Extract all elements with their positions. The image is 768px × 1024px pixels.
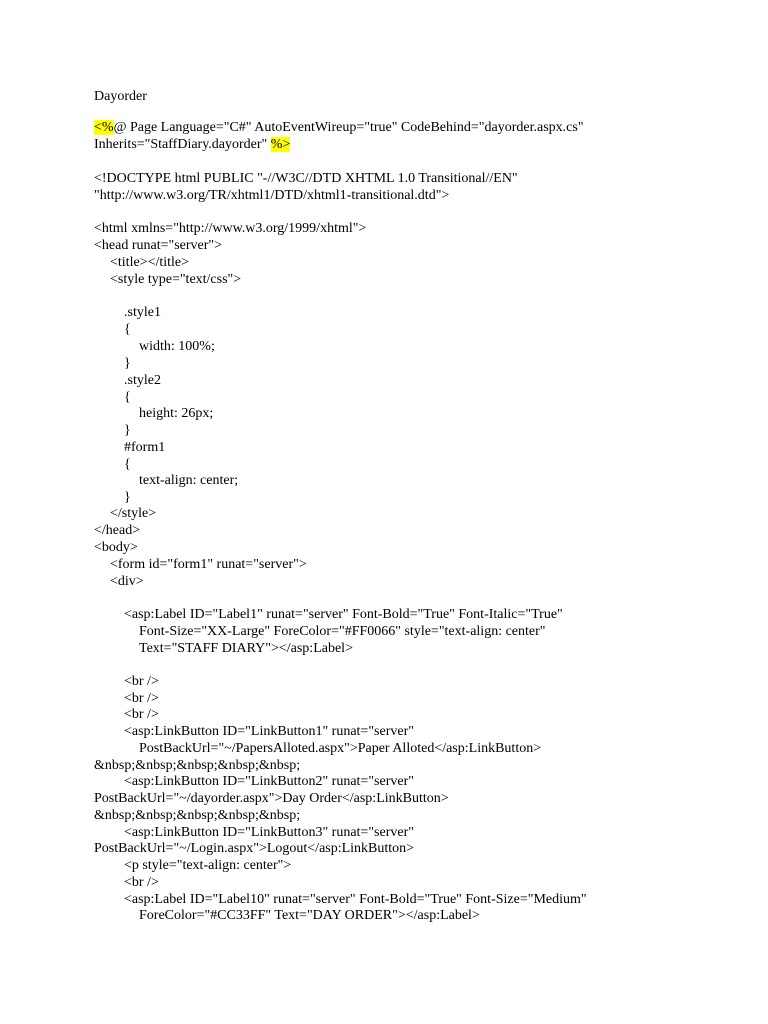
code-line: <div> (110, 574, 144, 589)
code-line: <br /> (124, 875, 159, 890)
code-line: <br /> (124, 691, 159, 706)
code-line: .style2 (124, 373, 161, 388)
code-line: { (124, 322, 131, 337)
code-line: <br /> (124, 707, 159, 722)
directive-open-tag: <% (94, 120, 114, 135)
code-line: <head runat="server"> (94, 238, 223, 253)
code-line: "http://www.w3.org/TR/xhtml1/DTD/xhtml1-transitional.dtd"> (94, 188, 450, 203)
directive-close-tag: %> (270, 137, 291, 152)
code-line: .style1 (124, 305, 161, 320)
code-line: height: 26px; (139, 406, 214, 421)
code-line: <form id="form1" runat="server"> (110, 557, 307, 572)
code-line: <br /> (124, 674, 159, 689)
code-line: PostBackUrl="~/dayorder.aspx">Day Order</asp:LinkButton> (94, 791, 449, 806)
code-line: <asp:Label ID="Label1" runat="server" Font-Bold="True" Font-Italic="True" (124, 607, 563, 622)
page-directive-line-1 (94, 119, 584, 136)
code-line: <asp:LinkButton ID="LinkButton2" runat="server" (124, 774, 414, 789)
code-line: ForeColor="#CC33FF" Text="DAY ORDER"></asp:Label> (139, 908, 480, 923)
code-line: <title></title> (110, 255, 190, 270)
code-line: Font-Size="XX-Large" ForeColor="#FF0066" style="text-align: center" (139, 624, 546, 639)
page-directive-line-2 (94, 136, 290, 153)
code-line: <asp:LinkButton ID="LinkButton1" runat="server" (124, 724, 414, 739)
code-line: } (124, 423, 131, 438)
code-line: </head> (94, 523, 141, 538)
code-line: width: 100%; (139, 339, 215, 354)
code-line: <p style="text-align: center"> (124, 858, 292, 873)
code-line: </style> (110, 506, 157, 521)
code-line: } (124, 490, 131, 505)
code-line: text-align: center; (139, 473, 239, 488)
directive-attributes: @ Page Language="C#" AutoEventWireup="true" CodeBehind="dayorder.aspx.cs" (113, 120, 584, 135)
code-line: <!DOCTYPE html PUBLIC "-//W3C//DTD XHTML 1.0 Transitional//EN" (94, 171, 518, 186)
code-line: { (124, 457, 131, 472)
code-line: <style type="text/css"> (110, 272, 242, 287)
code-line: <asp:Label ID="Label10" runat="server" Font-Bold="True" Font-Size="Medium" (124, 892, 587, 907)
code-line: <body> (94, 540, 138, 555)
code-line: <asp:LinkButton ID="LinkButton3" runat="server" (124, 825, 414, 840)
document-title: Dayorder (94, 89, 147, 104)
directive-inherits: Inherits="StaffDiary.dayorder" (94, 137, 271, 152)
code-line: Text="STAFF DIARY"></asp:Label> (139, 641, 353, 656)
code-line: &nbsp;&nbsp;&nbsp;&nbsp;&nbsp; (94, 808, 301, 823)
code-line: } (124, 356, 131, 371)
code-line: #form1 (124, 440, 166, 455)
code-line: <html xmlns="http://www.w3.org/1999/xhtml"> (94, 221, 367, 236)
code-line: &nbsp;&nbsp;&nbsp;&nbsp;&nbsp; (94, 758, 301, 773)
code-line: PostBackUrl="~/PapersAlloted.aspx">Paper Alloted</asp:LinkButton> (139, 741, 542, 756)
code-line: PostBackUrl="~/Login.aspx">Logout</asp:LinkButton> (94, 841, 415, 856)
code-line: { (124, 390, 131, 405)
